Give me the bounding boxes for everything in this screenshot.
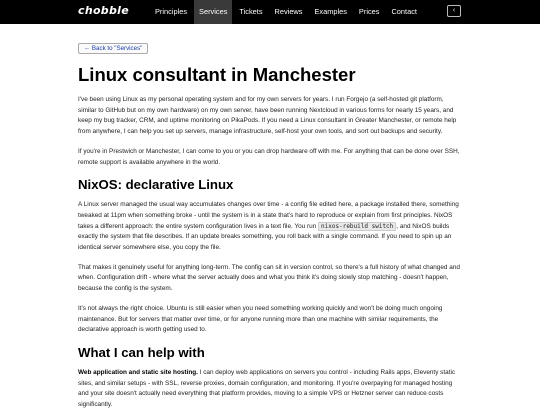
nixos-rebuild-code: nixos-rebuild switch (318, 222, 396, 231)
nixos-text-b: , and NixOS builds exactly the system that file describes. If an update breaks something, you roll back with a single command. If you need to spin up an identical server somewhere else, you copy the file. (78, 222, 452, 252)
page-title: Linux consultant in Manchester (78, 64, 356, 85)
help-paragraph-1 (78, 368, 462, 411)
nixos-paragraph-2: That makes it genuinely useful for anything long-term. The config can sit in version control, so there's a full history of what changed and when. Configuration drift - where what the server actually does and what you think it's doing slowly stop matching - doesn't happen, because the config is the system. (78, 263, 460, 293)
theme-toggle-button[interactable] (447, 5, 461, 17)
main-content (78, 24, 462, 420)
nixos-paragraph-3: It's not always the right choice. Ubuntu is still easier when you need something working quickly and won't be doing much ongoing maintenance. But for servers that matter over time, or for anyone running more than one machine with similar requirements, the declarative approach is worth getting used to. (78, 304, 443, 334)
site-logo[interactable]: chobble (78, 4, 129, 17)
nav-prices[interactable]: Prices (358, 7, 380, 16)
nav-services[interactable]: Services (194, 0, 232, 24)
chevron-left-icon: ‹ (452, 7, 456, 14)
main-nav (150, 0, 422, 24)
heading-nixos: NixOS: declarative Linux (78, 177, 234, 193)
help-item-text: I can deploy web applications on servers you control - including Rails apps, Eleventy static sites, and similar setups - with SSL, reverse proxies, domain configuration, and monitoring. If you're overpaying for managed hosting and your site doesn't actually need everything that platform provides, moving to a simple VPS or Hetzner server can reduce costs significantly. (78, 368, 456, 409)
intro-paragraph-2: If you're in Prestwich or Manchester, I can come to you or you can drop hardware off with me. For anything that can be done over SSH, remote support is available anywhere in the world. (78, 147, 460, 166)
back-to-services-button[interactable]: ← Back to "Services" (78, 43, 148, 54)
help-item-title: Web application and static site hosting. (78, 368, 198, 376)
heading-what-i-can-help-with: What I can help with (78, 344, 205, 360)
nav-reviews[interactable]: Reviews (274, 7, 303, 16)
nav-contact[interactable]: Contact (391, 7, 417, 16)
nav-principles[interactable]: Principles (155, 7, 188, 16)
nav-tickets[interactable]: Tickets (239, 7, 263, 16)
intro-paragraph-1: I've been using Linux as my personal operating system and for my own servers for years. I run Forgejo (a self-hosted git platform, similar to GitHub but on my own hardware) on my own server, have been running Nextcloud in various forms for nearly 15 years, and keep my bug tracker, CRM, and uptime monitoring on PikaPods. If you need a Linux consultant in Greater Manchester, or remote help from anywhere, I can help you set up servers, manage infrastructure, self-host your own tools, and sort out backups and security. (78, 96, 457, 136)
nixos-text-a: A Linux server managed the usual way accumulates changes over time - a config file edited here, a package installed there, something tweaked at 11pm when something broke - until the system is in a state that's hard to reproduce or explain from first principles. NixOS takes a different approach: the entire system configuration lives in a text file. You run (78, 201, 459, 230)
nixos-paragraph-1 (78, 200, 462, 254)
nav-examples[interactable]: Examples (314, 7, 347, 16)
top-navigation-bar (0, 0, 540, 24)
